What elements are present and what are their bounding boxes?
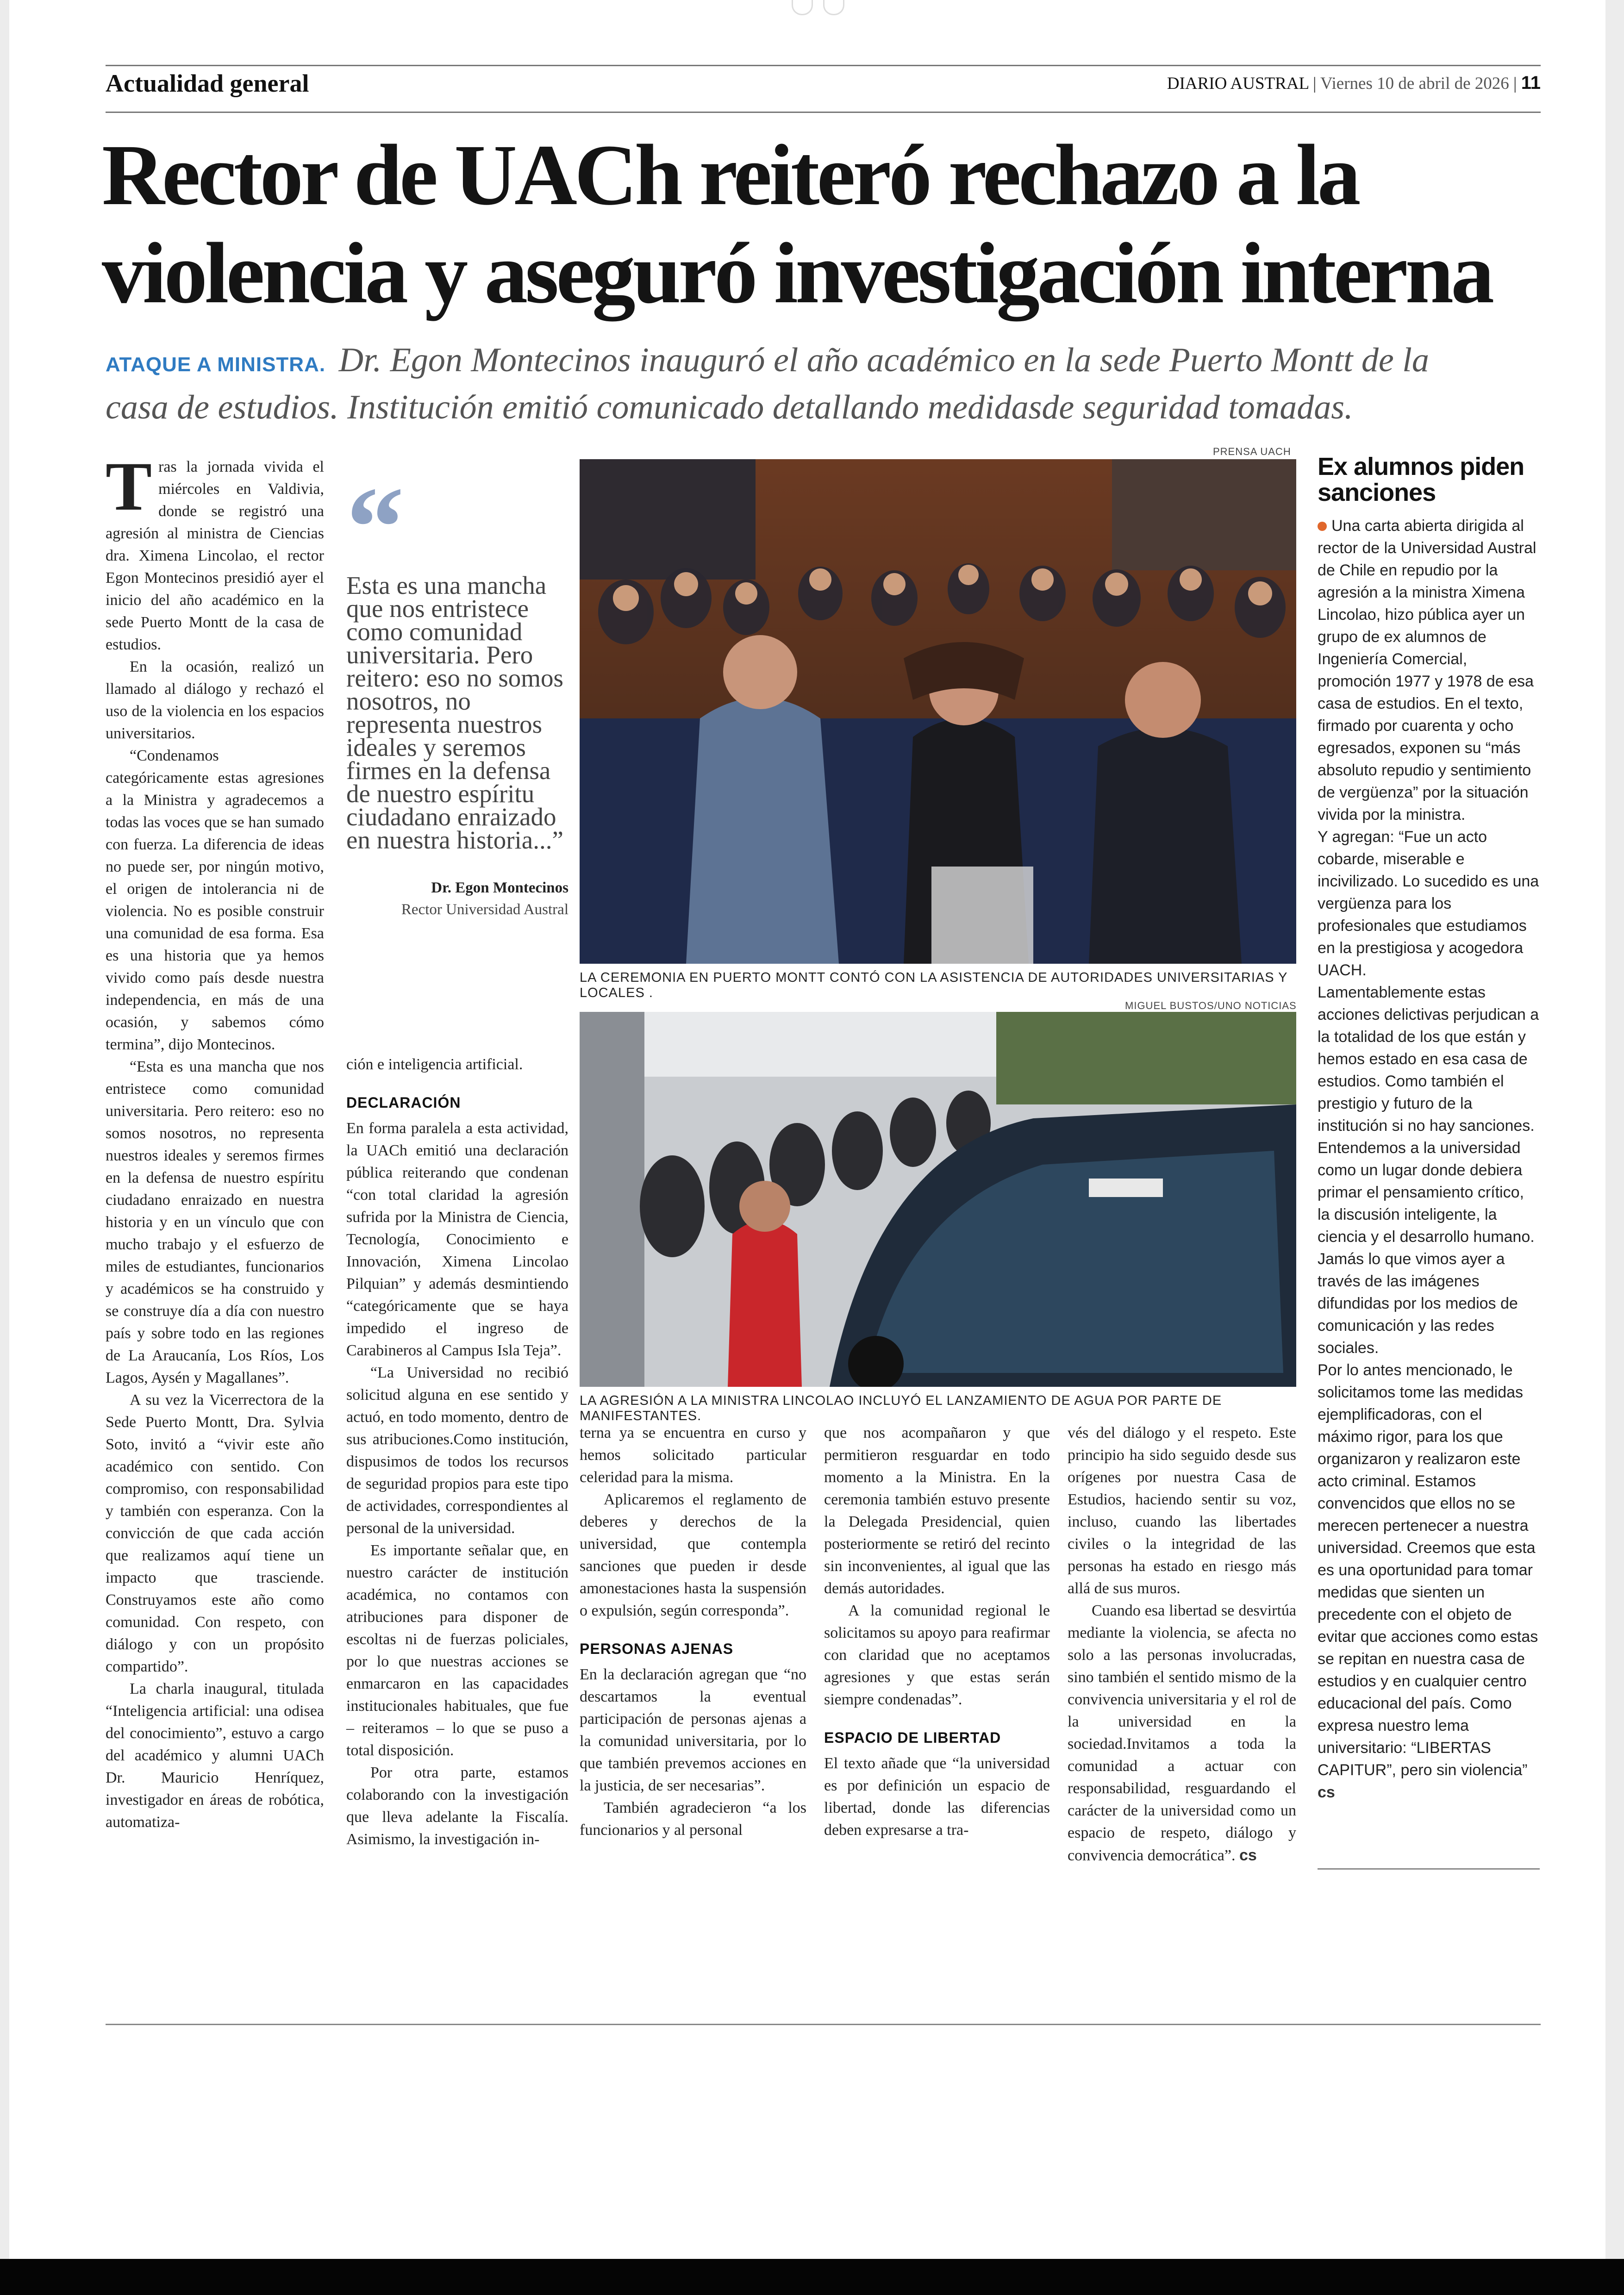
- deck-line-1: Dr. Egon Montecinos inauguró el año académico en la sede Puerto Montt de la: [338, 341, 1429, 379]
- paragraph: Aplicaremos el reglamento de deberes y derechos de la universidad, que contempla sanciones que pueden ir desde amonestaciones hasta la suspensión o expulsión, según corresponda”.: [580, 1491, 806, 1619]
- separator: |: [1313, 74, 1321, 93]
- paragraph: También agradecieron “a los funcionarios y al personal: [580, 1799, 806, 1839]
- sidebar-box: [1318, 454, 1540, 1803]
- paragraph: El texto añade que “la universidad es por definición un espacio de libertad, donde las diferencias deben expresarse a tra-: [824, 1755, 1050, 1839]
- paragraph: La charla inaugural, titulada “Inteligencia artificial: una odisea del conocimiento”, estuvo a cargo del académico y alumni UACh Dr. Mauricio Henríquez, investigador en áreas de robótica, automatiza-: [106, 1680, 324, 1831]
- photo-credit: MIGUEL BUSTOS/UNO NOTICIAS: [1125, 1000, 1297, 1011]
- pull-quote-role: Rector Universidad Austral: [401, 901, 568, 918]
- pull-quote-author: Dr. Egon Montecinos: [431, 879, 568, 896]
- subheading: PERSONAS AJENAS: [580, 1640, 734, 1657]
- photo-credit: PRENSA UACH: [1213, 446, 1291, 457]
- paragraph: Lamentablemente estas acciones delictivas perjudican a la totalidad de los que están y hemos estado en esa casa de estudios. Como también el prestigio y futuro de la institución si no hay sanciones.: [1318, 984, 1539, 1135]
- viewer-bottom-bar: [0, 2259, 1624, 2295]
- deck: [106, 339, 1555, 429]
- headline-line-2: violencia y aseguró investigación interna: [102, 225, 1492, 321]
- subheading: DECLARACIÓN: [346, 1094, 461, 1111]
- paragraph: En la ocasión, realizó un llamado al diálogo y rechazó el uso de la violencia en los espacios universitarios.: [106, 658, 324, 742]
- paragraph: Tras la jornada vivida el miércoles en Valdivia, donde se registró una agresión al ministra de Ciencias dra. Ximena Lincolao, el rector Egon Montecinos presidió ayer el inicio del año académico en la sede Puerto Montt de la casa de estudios.: [106, 448, 324, 653]
- protest-photo-image: [580, 1012, 1296, 1387]
- paragraph: En la declaración agregan que “no descartamos la eventual participación de personas ajenas a la comunidad universitaria, por lo que también prevemos acciones en la justicia, de ser necesarias”.: [580, 1666, 806, 1794]
- paragraph: ción e inteligencia artificial.: [346, 1056, 523, 1073]
- subheading: ESPACIO DE LIBERTAD: [824, 1729, 1001, 1746]
- ceremony-photo-image: [580, 459, 1296, 964]
- section-label: Actualidad general: [106, 69, 309, 97]
- paragraph: vés del diálogo y el respeto. Este principio ha sido seguido desde sus orígenes por nuestra Casa de Estudios, haciendo sentir su voz, incluso, cuando las libertades civiles o la integridad de las personas ha estado en riesgo más allá de sus muros.: [1068, 1424, 1296, 1597]
- article-column-2: [346, 1054, 568, 1851]
- drop-cap: T: [106, 448, 152, 525]
- paragraph: Entendemos a la universidad como un lugar donde debiera primar el pensamiento crítico, la discusión inteligente, la ciencia y el desarrollo humano. Jamás lo que vimos ayer a través de las imágenes difundidas por los medios de comunicación y las redes sociales.: [1318, 1139, 1535, 1357]
- quote-mark-icon: “: [346, 463, 395, 592]
- separator: |: [1513, 74, 1521, 93]
- headline: [102, 126, 1560, 322]
- paragraph: “Esta es una mancha que nos entristece como comunidad universitaria. Pero reitero: eso no somos nosotros, no representa nuestros ideales y seremos firmes en la defensa de nuestro espíritu ciudadano enraizado en nuestra historia y en un vínculo que con mucho trabajo y el esfuerzo de miles de estudiantes, funcionarios y académicos se ha construido y se construye día a día con nuestro país y sobre todo en las regiones de La Araucanía, Los Ríos, Los Lagos, Aysén y Magallanes”.: [106, 1058, 324, 1386]
- paragraph: Por otra parte, estamos colaborando con la investigación que lleva adelante la Fiscalía. Asimismo, la investigación in-: [346, 1764, 568, 1848]
- page-bottom-rule: [106, 2024, 1541, 2025]
- page-number: 11: [1521, 73, 1541, 93]
- end-mark-icon: cs: [1318, 1784, 1335, 1801]
- sidebar-text: [1318, 515, 1540, 1803]
- paragraph: Cuando esa libertad se desvirtúa mediante la violencia, se afecta no solo a las personas involucradas, sino también el sentido mismo de la convivencia universitaria y el rol de la universidad en la sociedad.Invitamos a toda la comunidad a actuar con responsabilidad, resguardando el carácter de la universidad como un espacio de respeto, diálogo y convivencia democrática”. cs: [1068, 1602, 1296, 1864]
- paragraph: A su vez la Vicerrectora de la Sede Puerto Montt, Dra. Sylvia Soto, invitó a “vivir este año académico con sentido. Con compromiso, con responsabilidad y también con esperanza. Con la convicción de que cada acción que realizamos aquí tiene un impacto que trasciende. Construyamos este año como comunidad. Con respeto, con diálogo y con un propósito compartido”.: [106, 1391, 324, 1675]
- bullet-icon: [1318, 522, 1327, 531]
- paragraph: Es importante señalar que, en nuestro carácter de institución académica, no contamos con atribuciones para disponer de escoltas ni de fuerzas policiales, por lo que nuestras acciones se enmarcaron en las capacidades institucionales habituales, que fue – reiteramos – lo que se puso a total disposición.: [346, 1542, 568, 1759]
- article-column-4: [824, 1422, 1050, 1841]
- deck-line-2: casa de estudios. Institución emitió comunicado detallando medidasde seguridad tomadas.: [106, 388, 1353, 426]
- sidebar-title: Ex alumnos piden sanciones: [1318, 453, 1524, 506]
- paragraph: Por lo antes mencionado, le solicitamos tome las medidas ejemplificadoras, con el máximo rigor, para los que organizaron y realizaron este acto criminal. Estamos convencidos que ellos no se merecen pertenecer a nuestra universidad. Creemos que esta es una oportunidad para tomar medidas que sienten un precedente con el objeto de evitar que acciones como estas se repitan en nuestra casa de estudios y en cualquier centro educacional del país. Como expresa nuestro lema universitario: “LIBERTAS CAPITUR”, pero sin violencia” cs: [1318, 1361, 1538, 1801]
- sidebar-divider: [1318, 1868, 1540, 1870]
- paragraph: que nos acompañaron y que permitieron resguardar en todo momento a la Ministra. En la ceremonia también estuvo presente la Delegada Presidencial, quien posteriormente se retiró del recinto sin inconvenientes, al igual que las demás autoridades.: [824, 1424, 1050, 1597]
- paragraph: En forma paralela a esta actividad, la UACh emitió una declaración pública reiterando que condenan “con total claridad la agresión sufrida por la Ministra de Ciencia, Tecnología, Conocimiento e Innovación, Ximena Lincolao Pilquian” y además desmintiendo “categóricamente que se haya impedido el ingreso de Carabineros al Campus Isla Teja”.: [346, 1120, 568, 1359]
- publication-name: DIARIO AUSTRAL: [1167, 74, 1309, 93]
- paragraph: terna ya se encuentra en curso y hemos solicitado particular celeridad para la misma.: [580, 1424, 806, 1486]
- photo-caption: LA CEREMONIA EN PUERTO MONTT CONTÓ CON LA ASISTENCIA DE AUTORIDADES UNIVERSITARIAS Y LOCALES .: [580, 970, 1287, 1000]
- pull-quote-text: Esta es una mancha que nos entristece como comunidad universitaria. Pero reitero: eso no somos nosotros, no representa nuestros ideales y seremos firmes en la defensa de nuestro espíritu ciudadano enraizado en nuestra historia...”: [346, 571, 563, 854]
- headline-line-1: Rector de UACh reiteró rechazo a la: [102, 126, 1358, 223]
- page-header: [106, 65, 1541, 113]
- newspaper-page: [9, 0, 1605, 2259]
- article-column-5: [1068, 1422, 1296, 1867]
- viewer-page-indicator: [792, 0, 844, 15]
- paragraph: A la comunidad regional le solicitamos su apoyo para reafirmar con claridad que no aceptamos agresiones y que estas serán siempre condenadas”.: [824, 1602, 1050, 1708]
- pull-quote: [346, 463, 568, 918]
- paragraph: “Condenamos categóricamente estas agresiones a la Ministra y agradecemos a todas las voces que se han sumado con fuerza. La diferencia de ideas no puede ser, por ningún motivo, el origen de intolerancia ni de violencia. No es posible construir una comunidad de esa forma. Esa es una historia que ya hemos vivido como país desde nuestra independencia, en más de una ocasión, y sabemos cómo termina”, dijo Montecinos.: [106, 747, 324, 1053]
- article-column-3: [580, 1422, 806, 1841]
- photo-protest: [580, 1012, 1296, 1387]
- end-mark-icon: cs: [1239, 1846, 1257, 1864]
- photo-ceremony: [580, 459, 1296, 964]
- publication-info: [1167, 73, 1541, 94]
- paragraph: “La Universidad no recibió solicitud alguna en ese sentido y actuó, en todo momento, dentro de sus atribuciones.Como institución, dispusimos de todos los recursos de seguridad propios para este tipo de actividades, correspondientes al personal de la universidad.: [346, 1364, 568, 1537]
- paragraph: Una carta abierta dirigida al rector de la Universidad Austral de Chile en repudio por la agresión a la ministra Ximena Lincolao, hizo pública ayer un grupo de ex alumnos de Ingeniería Comercial, promoción 1977 y 1978 de esa casa de estudios. En el texto, firmado por cuarenta y ocho egresados, exponen su “más absoluto repudio y sentimiento de vergüenza” por la situación vivida por la ministra.: [1318, 517, 1537, 823]
- paragraph: Y agregan: “Fue un acto cobarde, miserable e incivilizado. Lo sucedido es una vergüenza para los profesionales que estudiamos en la prestigiosa y acogedora UACH.: [1318, 828, 1539, 979]
- photo-caption: LA AGRESIÓN A LA MINISTRA LINCOLAO INCLUYÓ EL LANZAMIENTO DE AGUA POR PARTE DE MANIFESTANTES.: [580, 1393, 1222, 1423]
- article-column-1: [106, 448, 324, 1834]
- kicker: ATAQUE A MINISTRA.: [106, 353, 326, 376]
- publication-date: Viernes 10 de abril de 2026: [1320, 74, 1509, 93]
